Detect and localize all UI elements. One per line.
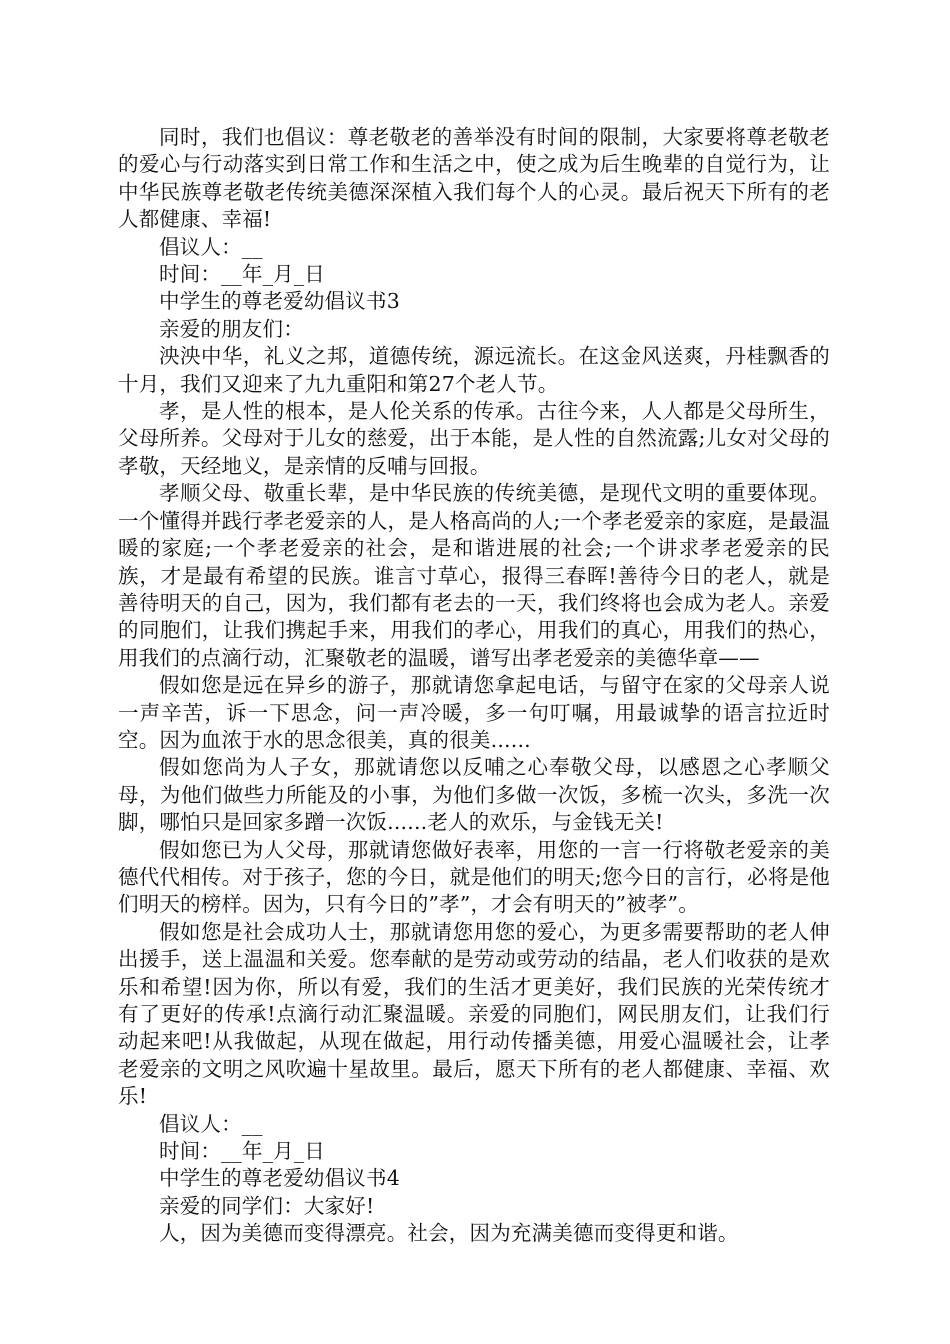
paragraph-wanderer: 假如您是远在异乡的游子，那就请您拿起电话，与留守在家的父母亲人说一声辛苦，诉一下思念，问一声冷暖，多一句叮嘱，用最诚挚的语言拉近时空。因为血浓于水的思念很美，真的很美...... [118,673,830,752]
salutation-classmates: 亲爱的同学们：大家好! [159,1193,375,1218]
paragraph-children: 假如您尚为人子女，那就请您以反哺之心奉敬父母，以感恩之心孝顺父母，为他们做些力所能及的小事，为他们多做一次饭，多梳一次头，多洗一次脚，哪怕只是回家多蹭一次饭......老人的欢乐，与金钱无关! [118,755,830,835]
section-title-4: 中学生的尊老爱幼倡议书4 [159,1166,400,1191]
paragraph-successful: 假如您是社会成功人士，那就请您用您的爱心，为更多需要帮助的老人伸出援手，送上温温和关爱。您奉献的是劳动或劳动的结晶，老人们收获的是欢乐和希望!因为你，所以有爱，我们的生活才更美好，我们民族的光荣传统才有了更好的传承!点滴行动汇聚温暖。亲爱的同胞们，网民朋友们，让我们行动起来吧!从我做起，从现在做起，用行动传播美德，用爱心温暖社会，让孝老爱亲的文明之风吹遍十星故里。最后，愿天下所有的老人都健康、幸福、欢乐! [118,919,830,1109]
paragraph-tradition: 孝顺父母、敬重长辈，是中华民族的传统美德，是现代文明的重要体现。一个懂得并践行孝老爱亲的人，是人格高尚的人;一个孝老爱亲的家庭，是最温暖的家庭;一个孝老爱亲的社会，是和谐进展的社会;一个讲求孝老爱亲的民族，才是最有希望的民族。谁言寸草心，报得三春晖!善待今日的老人，就是善待明天的自己，因为，我们都有老去的一天，我们终将也会成为老人。亲爱的同胞们，让我们携起手来，用我们的孝心，用我们的真心，用我们的热心，用我们的点滴行动，汇聚敬老的温暖，谱写出孝老爱亲的美德华章—— [118,481,830,670]
paragraph-filial-piety: 孝，是人性的根本，是人伦关系的传承。古往今来，人人都是父母所生，父母所养。父母对于儿女的慈爱，出于本能，是人性的自然流露;儿女对父母的孝敬，天经地义，是亲情的反哺与回报。 [118,399,830,478]
signature-proposer: 倡议人：__ [159,234,263,259]
signature-date-2: 时间：__年_月_日 [159,1139,325,1164]
paragraph-intro: 泱泱中华，礼义之邦，道德传统，源远流长。在这金风送爽，丹桂飘香的十月，我们又迎来了九九重阳和第27个老人节。 [118,344,830,396]
paragraph-parents: 假如您已为人父母，那就请您做好表率，用您的一言一行将敬老爱亲的美德代代相传。对于孩子，您的今日，就是他们的明天;您今日的言行，必将是他们明天的榜样。因为，只有今日的”孝”，才会有明天的”被孝”。 [118,837,830,917]
signature-date: 时间：__年_月_日 [159,262,325,287]
salutation-friends: 亲爱的朋友们： [159,316,304,341]
signature-proposer-2: 倡议人：__ [159,1111,263,1136]
paragraph-closing-appeal: 同时，我们也倡议：尊老敬老的善举没有时间的限制，大家要将尊老敬老的爱心与行动落实到日常工作和生活之中，使之成为后生晚辈的自觉行为，让中华民族尊老敬老传统美德深深植入我们每个人的心灵。最后祝天下所有的老人都健康、幸福! [118,125,830,232]
section-title-3: 中学生的尊老爱幼倡议书3 [159,289,400,314]
paragraph-virtue: 人，因为美德而变得漂亮。社会，因为充满美德而变得更和谐。 [159,1221,739,1246]
document-body [118,124,830,1248]
